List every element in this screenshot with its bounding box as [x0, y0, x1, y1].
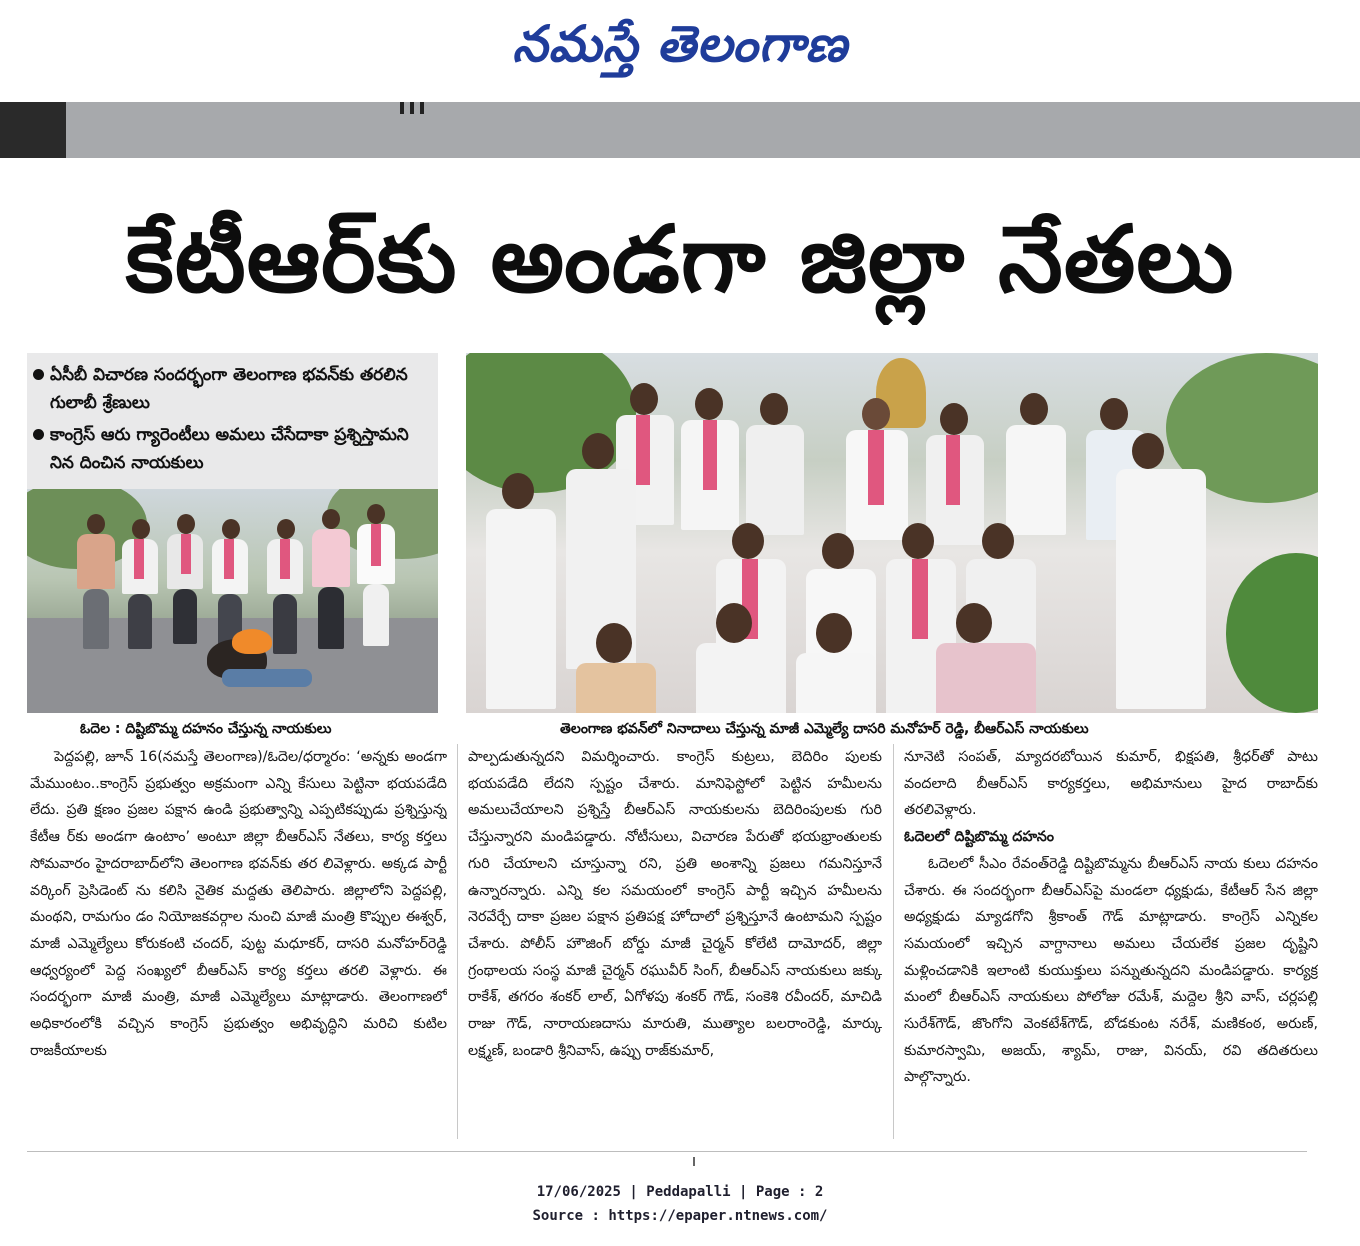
- photo-effigy-legs: [222, 669, 312, 687]
- column-divider: [893, 744, 894, 1139]
- photo-caption-right: తెలంగాణ భవన్‌లో నినాదాలు చేస్తున్న మాజీ ఎమ్మెల్యే దాసరి మనోహర్ రెడ్డి, బీఆర్ఎస్ నాయకులు: [560, 721, 1089, 737]
- article-text: ఓదెలలో సీఎం రేవంత్‌రెడ్డి దిష్టిబొమ్మను బీఆర్ఎస్ నాయ కులు దహనం చేశారు. ఈ సందర్భంగా బీఆర్ఎస్‌పై మండలా ధ్యక్షుడు, కేటీఆర్ సేన జిల్లా అధ్యక్షుడు మ్యాడగోని శ్రీకాంత్ గౌడ్ మాట్లాడారు. కాంగ్రెస్ ఎన్నికల సమయంలో ఇచ్చిన వాగ్దానాలు అమలు చేయలేక ప్రజల దృష్టిని మళ్లించడానికి ఇలాంటి కుయుక్తులు పన్నుతున్నదని మండిపడ్డారు. కార్యక్ర మంలో బీఆర్ఎస్ నాయకులు పోలోజు రమేశ్, మద్దెల శ్రీని వాస్, చర్లపల్లి సురేశ్‌గౌడ్, జొంగోని వెంకటేశ్‌గౌడ్, బోడకుంట నరేశ్, మణికంఠ, అరుణ్, కుమారస్వామి, అజయ్, శ్యామ్, రాజు, వినయ్, రవి తదితరులు పాల్గొన్నారు.: [904, 855, 1318, 1086]
- highlight-text: కాంగ్రెస్ ఆరు గ్యారెంటీలు అమలు చేసేదాకా ప్రశ్నిస్తామని నిన దించిన నాయకులు: [50, 425, 409, 473]
- photo-flame: [232, 629, 272, 654]
- footer-rule: [27, 1151, 1307, 1152]
- headline: కేటీఆర్‌కు అండగా జిల్లా నేతలు: [125, 206, 1235, 313]
- article-column-1: [30, 744, 447, 1139]
- highlight-item: [33, 421, 428, 477]
- photo-caption-left: ఓదెల : దిష్టిబొమ్మ దహనం చేస్తున్న నాయకులు: [80, 721, 332, 737]
- article-text: పాల్పడుతున్నదని విమర్శించారు. కాంగ్రెస్ కుట్రలు, బెదిరిం పులకు భయపడేది లేదని స్పష్టం చేశారు. మానిఫెస్టోలో పెట్టిన హమీలను అమలుచేయాలని ప్రశ్నిస్తే బీఆర్ఎస్ నాయకులను బెదిరింపులకు గురి చేస్తున్నారని మండిపడ్డారు. నోటీసులు, విచారణ పేరుతో భయభ్రాంతులకు గురి చేయాలని చూస్తున్నా రని, ప్రతి అంశాన్ని ప్రజలు గమనిస్తూనే ఉన్నారన్నారు. ఎన్ని కల సమయంలో కాంగ్రెస్ పార్టీ ఇచ్చిన హమీలను నెరవేర్చే దాకా ప్రజల పక్షాన ప్రతిపక్ష హోదాలో ప్రశ్నిస్తూనే ఉంటామని స్పష్టం చేశారు. పోలీస్ హౌజింగ్ బోర్డు మాజీ చైర్మన్ కోలేటి దామోదర్, జిల్లా గ్రంథాలయ సంస్థ మాజీ చైర్మన్ రఘువీర్ సింగ్, బీఆర్ఎస్ నాయకులు జక్కు రాకేశ్, తగరం శంకర్ లాల్, ఏగోళపు శంకర్ గౌడ్, సంకెశి రవీందర్, మాచిడి రాజు గౌడ్, నారాయణదాసు మారుతి, ముత్యాల బలరాంరెడ్డి, మార్కు లక్ష్మణ్, బండారి శ్రీనివాస్, ఉప్పు రాజ్‌కుమార్,: [468, 749, 882, 1059]
- article-subhead: ఓదెలలో దిష్టిబొమ్మ దహనం: [904, 829, 1054, 846]
- photo-tree: [1226, 553, 1318, 713]
- article-text: పెద్దపల్లి, జూన్ 16(నమస్తే తెలంగాణ)/ఓదెల/ధర్మారం: ‘అన్నకు అండగా మేముంటం..కాంగ్రెస్ ప్రభుత్వం అక్రమంగా ఎన్ని కేసులు పెట్టినా భయపడేది లేదు. ప్రతి క్షణం ప్రజల పక్షాన ఉండి ప్రభుత్వాన్ని ఎప్పటికప్పుడు ప్రశ్నిస్తున్న కేటీఆ ర్‌కు అండగా ఉంటాం’ అంటూ జిల్లా బీఆర్ఎస్ నేతలు, కార్య కర్తలు సోమవారం హైదరాబాద్‌లోని తెలంగాణ భవన్‌కు తర లివెళ్లారు. అక్కడ పార్టీ వర్కింగ్ ప్రెసిడెంట్ ను కలిసి నైతిక మద్దతు తెలిపారు. జిల్లాలోని పెద్దపల్లి, మంథని, రామగుం డం నియోజకవర్గాల నుంచి మాజీ మంత్రి కొప్పుల ఈశ్వర్, మాజీ ఎమ్మెల్యేలు కోరుకంటి చందర్, పుట్ట మధూకర్, దాసరి మనోహర్‌రెడ్డి ఆధ్వర్యంలో పెద్ద సంఖ్యలో బీఆర్ఎస్ కార్య కర్తలు తరలి వెళ్లారు. ఈ సందర్భంగా మాజీ మంత్రి, మాజీ ఎమ్మెల్యేలు మాట్లాడారు. తెలంగాణలో అధికారంలోకి వచ్చిన కాంగ్రెస్ ప్రభుత్వం అభివృద్ధిని మరిచి కుటిల రాజకీయాలకు: [30, 749, 447, 1059]
- photo-effigy-burning: [27, 489, 438, 713]
- bullet-icon: [33, 429, 44, 440]
- masthead: [0, 0, 1360, 100]
- band-print-marks: [400, 102, 424, 114]
- band-dark-block: [0, 102, 66, 158]
- footer-tick: [693, 1157, 695, 1166]
- article-text: నూనెటి సంపత్, మ్యాదరబోయిన కుమార్, భిక్షపతి, శ్రీధర్‌తో పాటు వందలాది బీఆర్ఎస్ కార్యకర్తలు, అభిమానులు హైద రాబాద్‌కు తరలివెళ్లారు.: [904, 749, 1318, 819]
- article-column-3: [904, 744, 1318, 1139]
- column-divider: [457, 744, 458, 1139]
- article-column-2: [468, 744, 882, 1139]
- photo-telangana-bhavan-group: [466, 353, 1318, 713]
- footer-source: Source : https://epaper.ntnews.com/: [532, 1208, 828, 1224]
- header-band: [0, 102, 1360, 158]
- newspaper-logo-title: నమస్తే తెలంగాణ: [512, 14, 848, 73]
- footer-date-page: 17/06/2025 | Peddapalli | Page : 2: [536, 1184, 824, 1200]
- highlights-box: [27, 353, 438, 489]
- bullet-icon: [33, 369, 44, 380]
- highlight-text: ఏసీబీ విచారణ సందర్భంగా తెలంగాణ భవన్‌కు తరలిన గులాబీ శ్రేణులు: [50, 365, 408, 413]
- highlight-item: [33, 361, 428, 417]
